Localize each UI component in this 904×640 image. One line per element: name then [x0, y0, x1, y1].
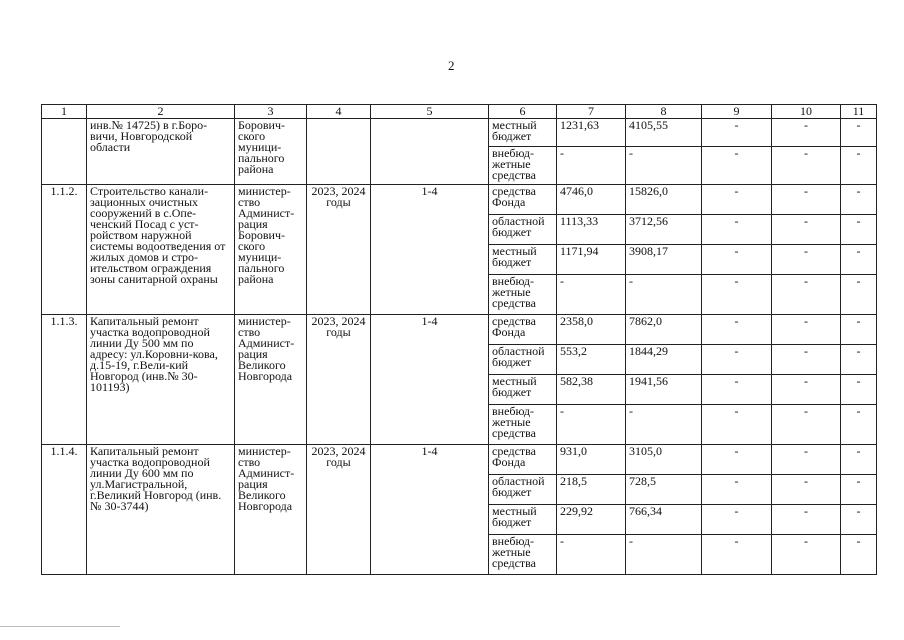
- item-years: 2023, 2024 годы: [307, 445, 371, 575]
- value-col9: -: [702, 375, 772, 405]
- value-col7: -: [557, 535, 626, 575]
- value-col10: -: [772, 315, 841, 345]
- value-col11: -: [841, 445, 877, 475]
- value-col9: -: [702, 345, 772, 375]
- value-col11: -: [841, 405, 877, 445]
- value-col9: -: [702, 535, 772, 575]
- item-executor: Борович-ского муници-пального района: [235, 119, 307, 185]
- value-col8: 728,5: [626, 475, 702, 505]
- table-row: [42, 119, 877, 147]
- item-executor: министер-ство Админист-рация Великого Новгорода: [235, 445, 307, 575]
- value-col8: 1941,56: [626, 375, 702, 405]
- value-col8: 1844,29: [626, 345, 702, 375]
- header-cell: 6: [489, 105, 557, 119]
- value-col7: 4746,0: [557, 185, 626, 215]
- value-col8: -: [626, 147, 702, 185]
- header-cell: 1: [42, 105, 87, 119]
- value-col11: -: [841, 345, 877, 375]
- item-quarters: 1-4: [371, 445, 489, 575]
- header-cell: 2: [87, 105, 235, 119]
- funding-source: местный бюджет: [489, 505, 557, 535]
- item-quarters: [371, 119, 489, 185]
- value-col10: -: [772, 215, 841, 245]
- header-cell: 3: [235, 105, 307, 119]
- value-col10: -: [772, 147, 841, 185]
- funding-source: областной бюджет: [489, 345, 557, 375]
- value-col9: -: [702, 245, 772, 275]
- value-col7: 1171,94: [557, 245, 626, 275]
- value-col11: -: [841, 535, 877, 575]
- value-col8: -: [626, 275, 702, 315]
- value-col9: -: [702, 119, 772, 147]
- value-col10: -: [772, 375, 841, 405]
- value-col10: -: [772, 445, 841, 475]
- value-col8: -: [626, 535, 702, 575]
- value-col7: 2358,0: [557, 315, 626, 345]
- value-col8: 3908,17: [626, 245, 702, 275]
- value-col8: 3105,0: [626, 445, 702, 475]
- value-col9: -: [702, 405, 772, 445]
- value-col8: 3712,56: [626, 215, 702, 245]
- header-cell: 7: [557, 105, 626, 119]
- item-number: 1.1.3.: [42, 315, 87, 445]
- value-col7: -: [557, 275, 626, 315]
- header-cell: 9: [702, 105, 772, 119]
- item-years: [307, 119, 371, 185]
- item-executor: министер-ство Админист-рация Великого Новгорода: [235, 315, 307, 445]
- value-col8: 4105,55: [626, 119, 702, 147]
- funding-source: местный бюджет: [489, 375, 557, 405]
- value-col10: -: [772, 405, 841, 445]
- table-row: [42, 185, 877, 215]
- value-col8: 15826,0: [626, 185, 702, 215]
- value-col11: -: [841, 215, 877, 245]
- value-col7: 582,38: [557, 375, 626, 405]
- funding-source: внебюд-жетные средства: [489, 535, 557, 575]
- value-col7: 229,92: [557, 505, 626, 535]
- value-col10: -: [772, 185, 841, 215]
- value-col9: -: [702, 275, 772, 315]
- value-col8: -: [626, 405, 702, 445]
- item-name: Капитальный ремонт участка водопроводной линии Ду 500 мм по адресу: ул.Коровни-кова, д.15-19, г.Вели-кий Новгород (инв.№ 30-101193): [87, 315, 235, 445]
- item-number: [42, 119, 87, 185]
- header-cell: 10: [772, 105, 841, 119]
- item-name: инв.№ 14725) в г.Боро-вичи, Новгородской области: [87, 119, 235, 185]
- value-col9: -: [702, 215, 772, 245]
- item-years: 2023, 2024 годы: [307, 315, 371, 445]
- value-col11: -: [841, 315, 877, 345]
- item-name: Строительство канали-зационных очистных сооружений в с.Опе-ченский Посад с уст-ройством наружной системы водоотведения от жилых домов и стро-ительством ограждения зоны санитарной охраны: [87, 185, 235, 315]
- value-col7: 931,0: [557, 445, 626, 475]
- value-col10: -: [772, 535, 841, 575]
- funding-source: средства Фонда: [489, 185, 557, 215]
- funding-source: внебюд-жетные средства: [489, 147, 557, 185]
- item-quarters: 1-4: [371, 315, 489, 445]
- header-cell: 5: [371, 105, 489, 119]
- header-cell: 4: [307, 105, 371, 119]
- value-col11: -: [841, 147, 877, 185]
- item-number: 1.1.4.: [42, 445, 87, 575]
- footer-divider: [0, 626, 120, 627]
- funding-source: внебюд-жетные средства: [489, 275, 557, 315]
- item-number: 1.1.2.: [42, 185, 87, 315]
- value-col9: -: [702, 475, 772, 505]
- value-col8: 766,34: [626, 505, 702, 535]
- header-cell: 8: [626, 105, 702, 119]
- funding-source: местный бюджет: [489, 119, 557, 147]
- value-col7: 553,2: [557, 345, 626, 375]
- value-col10: -: [772, 475, 841, 505]
- table-row: [42, 315, 877, 345]
- page-number: 2: [448, 58, 455, 73]
- value-col7: 1231,63: [557, 119, 626, 147]
- value-col10: -: [772, 275, 841, 315]
- value-col10: -: [772, 119, 841, 147]
- value-col7: 1113,33: [557, 215, 626, 245]
- funding-source: областной бюджет: [489, 215, 557, 245]
- value-col11: -: [841, 245, 877, 275]
- header-row: [42, 105, 877, 119]
- value-col11: -: [841, 475, 877, 505]
- funding-source: средства Фонда: [489, 315, 557, 345]
- funding-source: областной бюджет: [489, 475, 557, 505]
- item-executor: министер-ство Админист-рация Борович-ского муници-пального района: [235, 185, 307, 315]
- value-col11: -: [841, 275, 877, 315]
- funding-table: [41, 104, 877, 575]
- value-col11: -: [841, 375, 877, 405]
- value-col10: -: [772, 345, 841, 375]
- value-col7: -: [557, 147, 626, 185]
- value-col8: 7862,0: [626, 315, 702, 345]
- value-col9: -: [702, 147, 772, 185]
- value-col7: -: [557, 405, 626, 445]
- value-col9: -: [702, 315, 772, 345]
- header-cell: 11: [841, 105, 877, 119]
- value-col9: -: [702, 505, 772, 535]
- item-name: Капитальный ремонт участка водопроводной линии Ду 600 мм по ул.Магистральной, г.Великий Новгород (инв.№ 30-3744): [87, 445, 235, 575]
- value-col9: -: [702, 185, 772, 215]
- item-quarters: 1-4: [371, 185, 489, 315]
- value-col11: -: [841, 119, 877, 147]
- value-col9: -: [702, 445, 772, 475]
- funding-source: внебюд-жетные средства: [489, 405, 557, 445]
- value-col7: 218,5: [557, 475, 626, 505]
- table-row: [42, 445, 877, 475]
- value-col10: -: [772, 505, 841, 535]
- value-col11: -: [841, 505, 877, 535]
- value-col11: -: [841, 185, 877, 215]
- value-col10: -: [772, 245, 841, 275]
- funding-source: местный бюджет: [489, 245, 557, 275]
- item-years: 2023, 2024 годы: [307, 185, 371, 315]
- funding-source: средства Фонда: [489, 445, 557, 475]
